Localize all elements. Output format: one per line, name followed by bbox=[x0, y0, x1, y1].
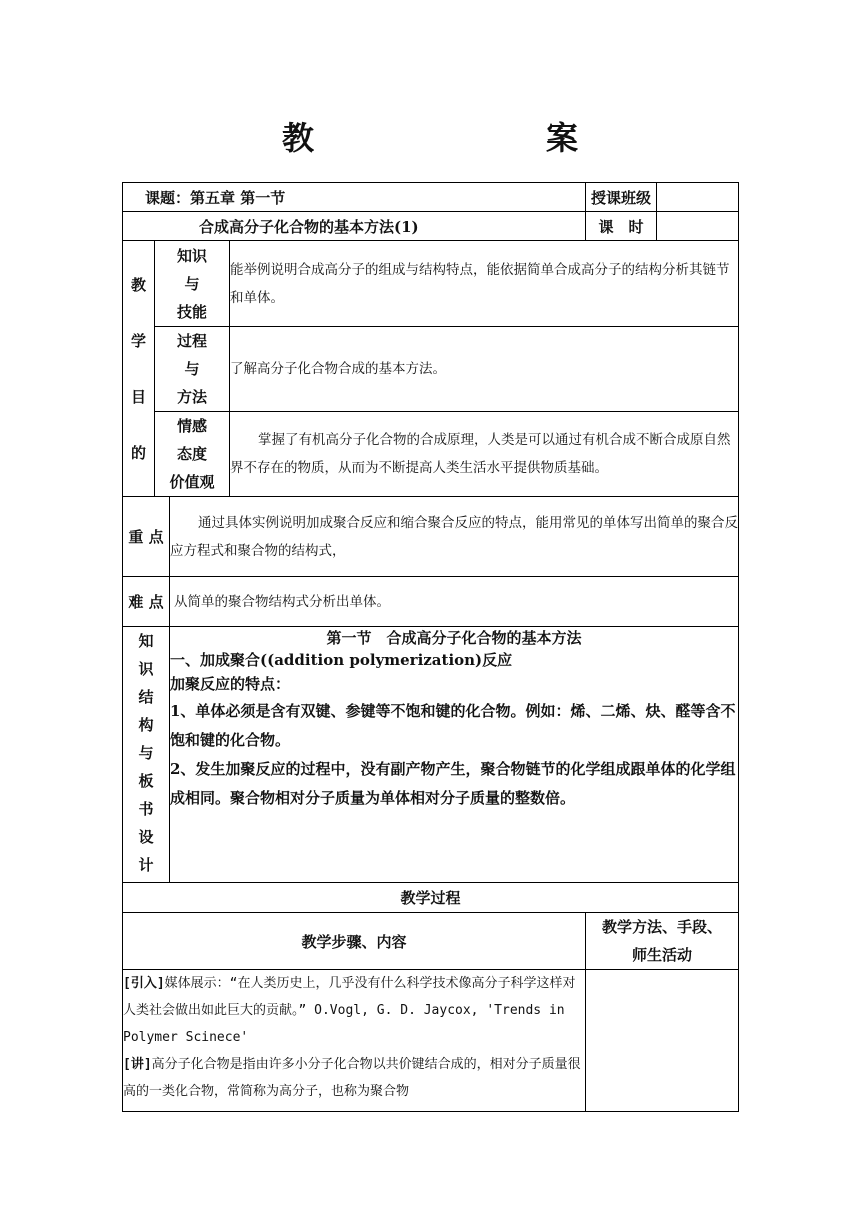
objective-text-knowledge: 能举例说明合成高分子的组成与结构特点，能依据简单合成高分子的结构分析其链节和单体。 bbox=[230, 241, 739, 327]
objectives-side-label: 教 学 目 的 bbox=[123, 241, 155, 497]
objective-label-attitude: 情感 态度 价值观 bbox=[155, 412, 230, 497]
lecture-paragraph: [讲]高分子化合物是指由许多小分子化合物以共价键结合成的，相对分子质量很高的一类化合物，常简称为高分子，也称为聚合物 bbox=[123, 1057, 581, 1099]
board-line: 加聚反应的特点： bbox=[170, 675, 291, 693]
board-line: 一、加成聚合((addition polymerization)反应 bbox=[170, 651, 513, 669]
class-value bbox=[657, 183, 739, 212]
board-heading: 第一节 合成高分子化合物的基本方法 bbox=[326, 629, 582, 647]
difficulty-label: 难 点 bbox=[123, 577, 170, 627]
process-content bbox=[123, 970, 586, 1112]
period-label: 课 时 bbox=[586, 212, 657, 241]
board-side-label: 知 识 结 构 与 板 书 设 计 bbox=[123, 627, 170, 883]
board-line: 1、单体必须是含有双键、参键等不饱和键的化合物。例如：烯、二烯、炔、醛等含不饱和键的化合物。 bbox=[170, 702, 736, 749]
objective-text-attitude: 掌握了有机高分子化合物的合成原理，人类是可以通过有机合成不断合成原自然界不存在的物质，从而为不断提高人类生活水平提供物质基础。 bbox=[230, 412, 739, 497]
board-content bbox=[170, 627, 739, 883]
lesson-plan-table bbox=[122, 182, 739, 1112]
objective-label-process: 过程 与 方法 bbox=[155, 327, 230, 412]
process-col-steps: 教学步骤、内容 bbox=[123, 913, 586, 970]
key-point-text: 通过具体实例说明加成聚合反应和缩合聚合反应的特点，能用常见的单体写出简单的聚合反应方程式和聚合物的结构式， bbox=[170, 497, 739, 577]
intro-paragraph: [引入]媒体展示：“在人类历史上，几乎没有什么科学技术像高分子科学这样对人类社会做出如此巨大的贡献。” O.Vogl, G. D. Jaycox, 'Trends in Polymer Scinece' bbox=[123, 976, 576, 1045]
page-title: 教 案 bbox=[281, 119, 634, 157]
key-point-label: 重 点 bbox=[123, 497, 170, 577]
process-col-methods: 教学方法、手段、 师生活动 bbox=[586, 913, 739, 970]
difficulty-text: 从简单的聚合物结构式分析出单体。 bbox=[170, 577, 739, 627]
process-heading: 教学过程 bbox=[123, 883, 739, 913]
topic-line-1: 课题：第五章 第一节 bbox=[123, 183, 586, 212]
board-line: 2、发生加聚反应的过程中，没有副产物产生，聚合物链节的化学组成跟单体的化学组成相同。聚合物相对分子质量为单体相对分子质量的整数倍。 bbox=[170, 760, 736, 807]
topic-line-2: 合成高分子化合物的基本方法(1) bbox=[123, 212, 586, 241]
objective-label-knowledge: 知识 与 技能 bbox=[155, 241, 230, 327]
objective-text-process: 了解高分子化合物合成的基本方法。 bbox=[230, 327, 739, 412]
process-methods-cell bbox=[586, 970, 739, 1112]
period-value bbox=[657, 212, 739, 241]
class-label: 授课班级 bbox=[586, 183, 657, 212]
